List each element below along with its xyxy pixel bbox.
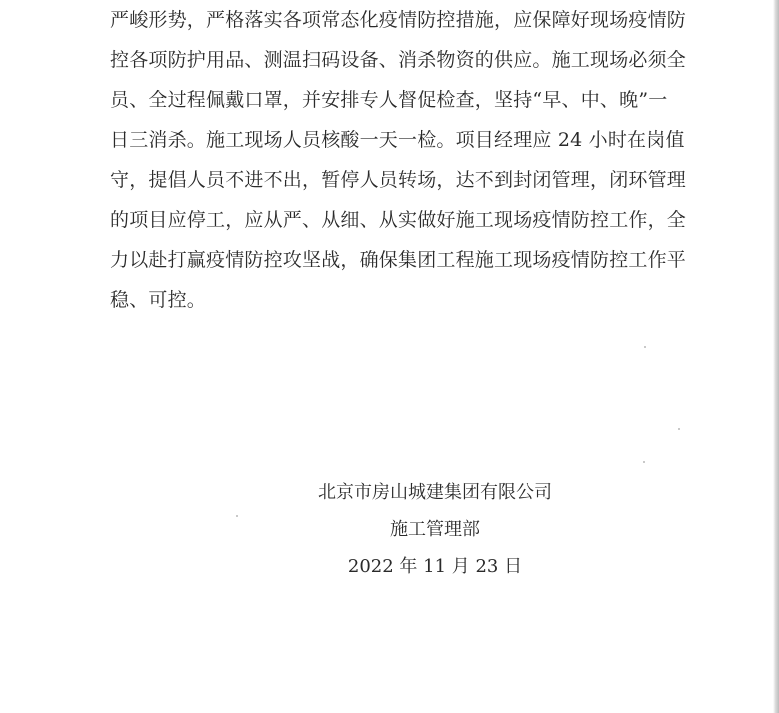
body-line: 的项目应停工，应从严、从细、从实做好施工现场疫情防控工作，全 (110, 209, 687, 231)
body-line: 严峻形势，严格落实各项常态化疫情防控措施，应保障好现场疫情防 (110, 9, 687, 31)
body-line: 守，提倡人员不进不出，暂停人员转场，达不到封闭管理，闭环管理 (110, 169, 687, 191)
page-edge-shadow (773, 0, 779, 713)
body-line: 稳、可控。 (110, 289, 207, 311)
document-body (110, 0, 687, 320)
body-line: 员、全过程佩戴口罩，并安排专人督促检查，坚持“早、中、晚”一 (110, 89, 668, 111)
signature-organization: 北京市房山城建集团有限公司 (318, 482, 552, 503)
body-line: 日三消杀。施工现场人员核酸一天一检。项目经理应 24 小时在岗值 (110, 129, 685, 151)
scan-speck (678, 428, 680, 430)
signature-block (300, 474, 570, 585)
body-line: 力以赴打赢疫情防控攻坚战，确保集团工程施工现场疫情防控工作平 (110, 249, 687, 271)
scan-speck (644, 346, 646, 348)
signature-department: 施工管理部 (390, 519, 480, 540)
scan-speck (236, 515, 238, 517)
signature-date: 2022 年 11 月 23 日 (347, 556, 523, 577)
body-line: 控各项防护用品、测温扫码设备、消杀物资的供应。施工现场必须全 (110, 49, 687, 71)
scan-speck (643, 461, 645, 463)
